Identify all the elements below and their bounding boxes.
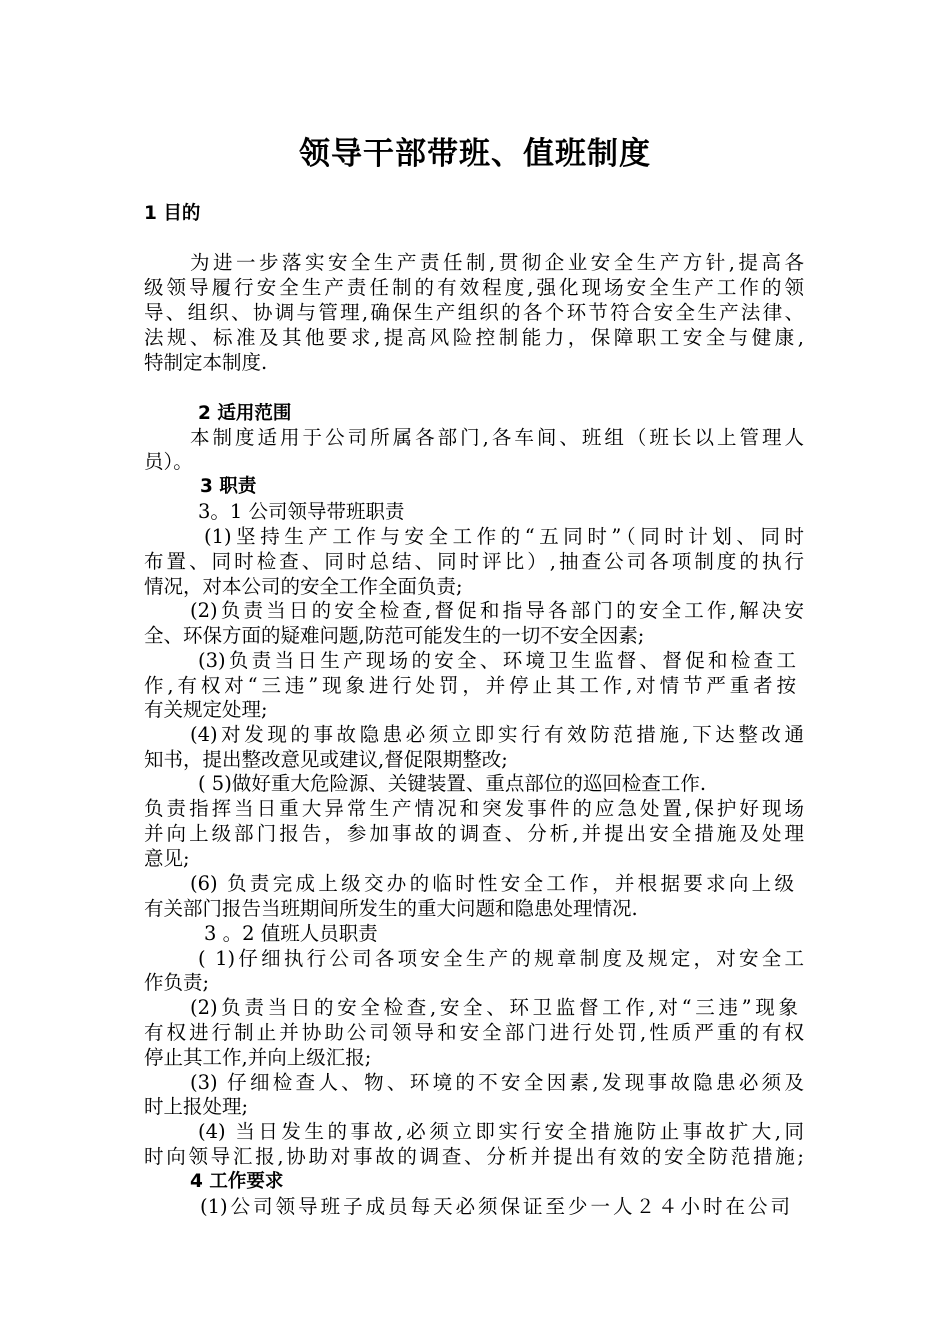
- s31-line-15: (6) 负责完成上级交办的临时性安全工作，并根据要求向上级: [190, 872, 794, 895]
- s32-line-5: 停止其工作,并向上级汇报;: [144, 1046, 372, 1069]
- section-4-heading: 4 工作要求: [190, 1171, 284, 1192]
- section-3-2-heading: 3 。2 值班人员职责: [204, 922, 378, 945]
- s1-line-2: 级领导履行安全生产责任制的有效程度,强化现场安全生产工作的领: [144, 276, 804, 299]
- s31-line-8: 有关规定处理;: [144, 698, 268, 721]
- s31-line-3: 情况，对本公司的安全工作全面负责;: [144, 575, 463, 598]
- section-2-heading: 2 适用范围: [198, 403, 292, 424]
- s32-line-3: (2)负责当日的安全检查,安全、环卫监督工作,对“三违”现象: [190, 996, 798, 1019]
- s31-line-1: (1)坚持生产工作与安全工作的“五同时”（同时计划、同时: [204, 525, 804, 548]
- s2-line-2: 员）。: [144, 450, 193, 473]
- document-title: 领导干部带班、值班制度: [299, 136, 651, 172]
- s32-line-8: (4) 当日发生的事故,必须立即实行安全措施防止事故扩大,同: [198, 1120, 804, 1143]
- s31-line-6: (3)负责当日生产现场的安全、环境卫生监督、督促和检查工: [198, 649, 796, 672]
- s31-line-11: ( 5)做好重大危险源、关键装置、重点部位的巡回检查工作.: [198, 772, 707, 795]
- s4-line-1: (1)公司领导班子成员每天必须保证至少一人２４小时在公司: [200, 1195, 790, 1218]
- s32-line-1: ( 1)仔细执行公司各项安全生产的规章制度及规定，对安全工: [198, 947, 804, 970]
- s32-line-2: 作负责;: [144, 971, 210, 994]
- s32-line-9: 时向领导汇报,协助对事故的调查、分析并提出有效的安全防范措施;: [144, 1145, 804, 1168]
- s31-line-5: 全、环保方面的疑难问题,防范可能发生的一切不安全因素;: [144, 624, 645, 647]
- s1-line-4: 法规、标准及其他要求,提高风险控制能力，保障职工安全与健康,: [144, 326, 804, 349]
- s31-line-10: 知书，提出整改意见或建议,督促限期整改;: [144, 748, 508, 771]
- s32-line-4: 有权进行制止并协助公司领导和安全部门进行处罚,性质严重的有权: [144, 1021, 804, 1044]
- s31-line-9: (4)对发现的事故隐患必须立即实行有效防范措施,下达整改通: [190, 723, 804, 746]
- s31-line-2: 布置、同时检查、同时总结、同时评比）,抽查公司各项制度的执行: [144, 550, 804, 573]
- s1-line-1: 为进一步落实安全生产责任制,贯彻企业安全生产方针,提高各: [190, 251, 804, 274]
- section-3-heading: 3 职责: [200, 476, 257, 497]
- s1-line-5: 特制定本制度.: [144, 351, 268, 374]
- s31-line-4: (2)负责当日的安全检查,督促和指导各部门的安全工作,解决安: [190, 599, 804, 622]
- s31-line-12: 负责指挥当日重大异常生产情况和突发事件的应急处置,保护好现场: [144, 797, 804, 820]
- s31-line-14: 意见;: [144, 847, 190, 870]
- s31-line-13: 并向上级部门报告，参加事故的调查、分析,并提出安全措施及处理: [144, 822, 804, 845]
- s1-line-3: 导、组织、协调与管理,确保生产组织的各个环节符合安全生产法律、: [144, 301, 804, 324]
- section-3-1-heading: 3。1 公司领导带班职责: [198, 500, 405, 523]
- s31-line-16: 有关部门报告当班期间所发生的重大问题和隐患处理情况.: [144, 897, 638, 920]
- s32-line-7: 时上报处理;: [144, 1095, 249, 1118]
- section-1-heading: 1 目的: [144, 203, 201, 224]
- s2-line-1: 本制度适用于公司所属各部门,各车间、班组（班长以上管理人: [190, 426, 804, 449]
- s32-line-6: (3) 仔细检查人、物、环境的不安全因素,发现事故隐患必须及: [190, 1071, 804, 1094]
- s31-line-7: 作,有权对“三违”现象进行处罚，并停止其工作,对情节严重者按: [144, 674, 796, 697]
